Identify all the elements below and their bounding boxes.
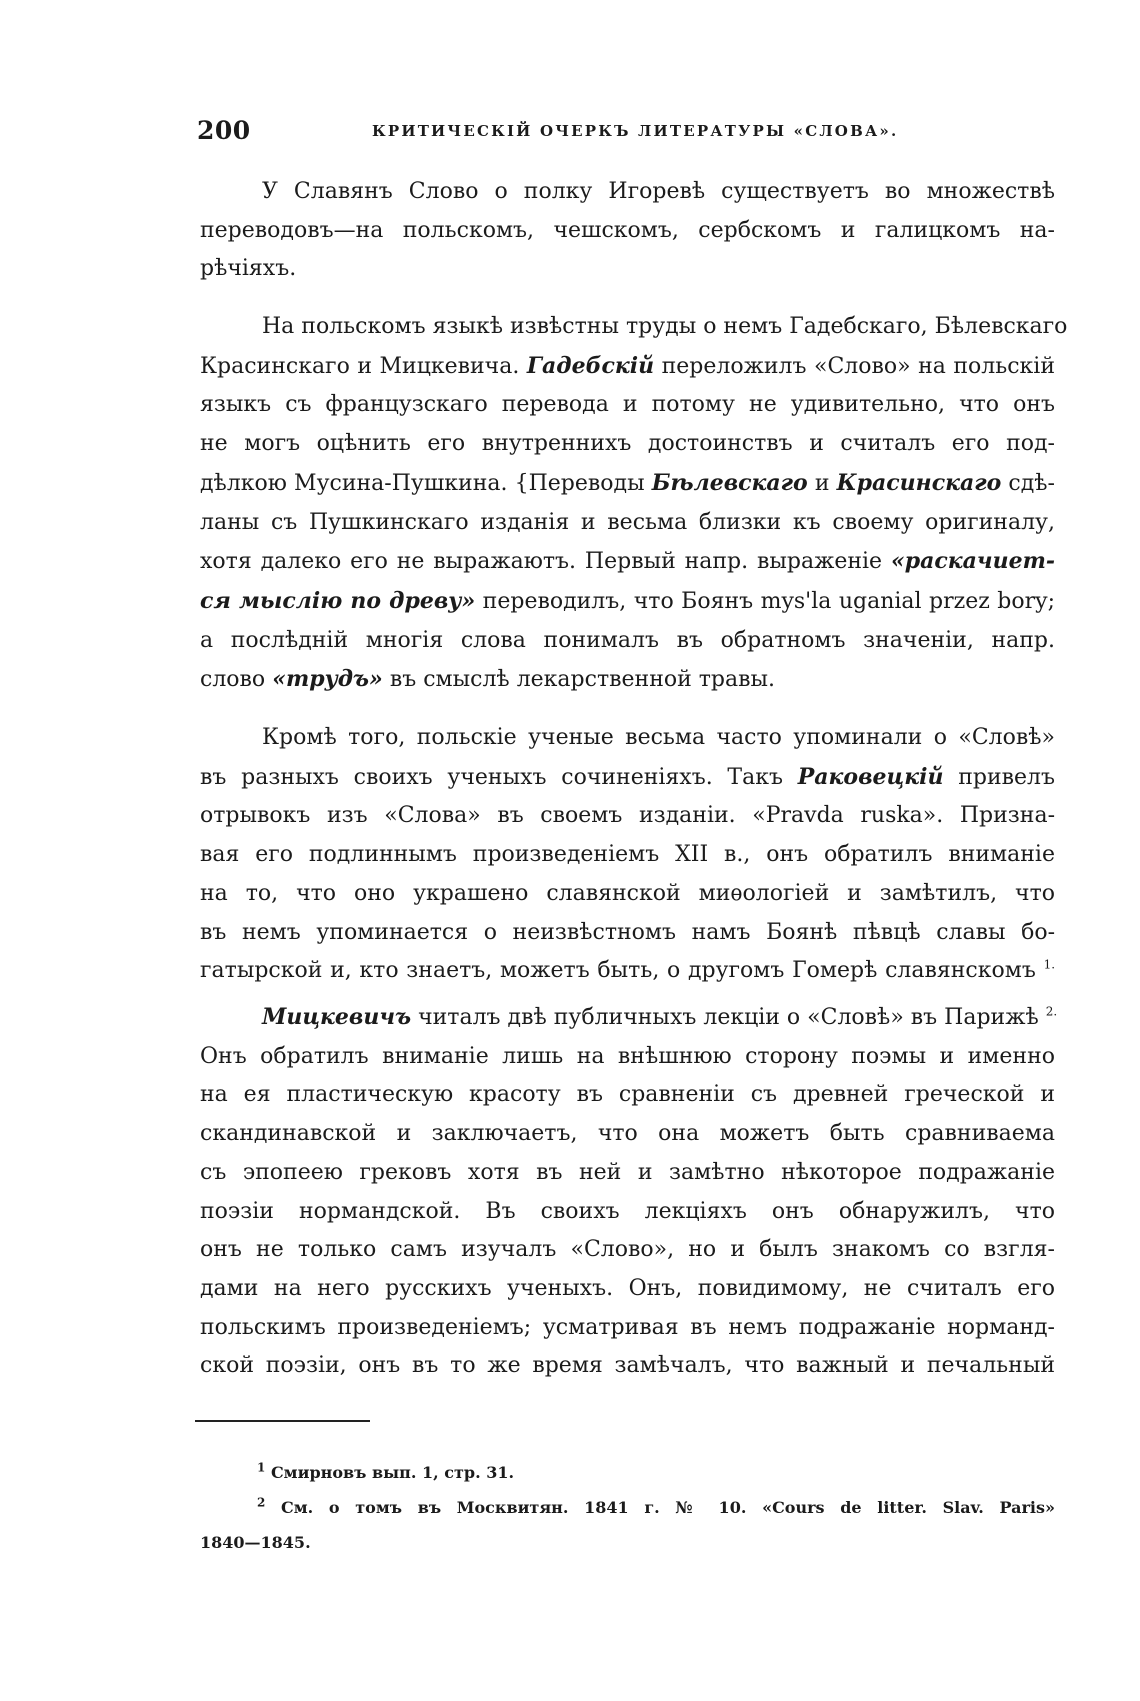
text-line: скандинавской и заключаетъ, что она можетъ быть сравниваема xyxy=(200,1121,1055,1147)
page-number: 200 xyxy=(197,116,251,145)
italic-name: Гадебскій xyxy=(526,352,655,379)
text-line: У Славянъ Слово о полку Игоревѣ существуетъ во множествѣ xyxy=(262,179,1055,204)
text-line xyxy=(200,582,1055,622)
italic-name: Красинскаго xyxy=(836,469,1002,496)
text-line xyxy=(200,660,1055,700)
footnote-1 xyxy=(200,1455,1055,1490)
paragraph-3 xyxy=(200,719,1055,991)
italic-name: Раковецкій xyxy=(797,763,944,790)
footnote-text: См. о томъ въ Москвитян. 1841 г. № 10. «Cours de litter. Slav. Paris» xyxy=(281,1498,1056,1517)
footnote-2-continuation: 1840—1845. xyxy=(200,1533,311,1552)
italic-quote: ся мыслію по древу» xyxy=(200,587,476,614)
footnote-number: 1 xyxy=(257,1460,266,1475)
text-segment: сдѣ- xyxy=(1008,470,1055,496)
text-line: поэзіи нормандской. Въ своихъ лекціяхъ онъ обнаружилъ, что xyxy=(200,1198,1055,1224)
text-line xyxy=(200,998,1058,1038)
footnote-marker-1: 1. xyxy=(1043,957,1056,972)
text-line: На польскомъ языкѣ извѣстны труды о немъ Гадебскаго, Бѣлевскаго xyxy=(262,314,1068,339)
text-line: Онъ обратилъ вниманіе лишь на внѣшнюю сторону поэмы и именно xyxy=(200,1043,1055,1069)
text-segment: въ разныхъ своихъ ученыхъ сочиненіяхъ. Такъ xyxy=(200,764,783,790)
text-line xyxy=(200,464,1055,504)
text-line: ланы съ Пушкинскаго изданія и весьма близки къ своему оригиналу, xyxy=(200,509,1055,535)
paragraph-2 xyxy=(200,308,1068,700)
text-segment: гатырской и, кто знаетъ, можетъ быть, о другомъ Гомерѣ славянскомъ xyxy=(200,958,1036,984)
footnote-text: Смирновъ вып. 1, стр. 31. xyxy=(270,1463,515,1482)
text-segment: Красинскаго и Мицкевича. xyxy=(200,353,520,379)
italic-name: Мицкевичъ xyxy=(262,1004,412,1030)
footnote-2 xyxy=(200,1490,1055,1525)
text-segment: читалъ двѣ публичныхъ лекціи о «Словѣ» въ Парижѣ xyxy=(418,1005,1039,1030)
running-title: КРИТИЧЕСКІЙ ОЧЕРКЪ ЛИТЕРАТУРЫ «СЛОВА». xyxy=(372,122,899,140)
text-segment: дѣлкою Мусина-Пушкина. {Переводы xyxy=(200,470,645,496)
text-segment: переводилъ, что Боянъ mys'la uganial przez bory; xyxy=(482,588,1055,614)
text-line: вая его подлиннымъ произведеніемъ XII в., онъ обратилъ вниманіе xyxy=(200,842,1055,868)
paragraph-1 xyxy=(200,173,1055,289)
text-segment: и xyxy=(814,470,830,496)
text-line: на ея пластическую красоту въ сравненіи съ древней греческой и xyxy=(200,1082,1055,1108)
text-line: а послѣдній многія слова понималъ въ обратномъ значеніи, напр. xyxy=(200,627,1055,653)
text-line: не могъ оцѣнить его внутреннихъ достоинствъ и считалъ его под- xyxy=(200,431,1055,457)
text-segment: хотя далеко его не выражаютъ. Первый напр. выраженіе xyxy=(200,549,883,575)
text-line: переводовъ—на польскомъ, чешскомъ, сербскомъ и галицкомъ на- xyxy=(200,217,1055,243)
text-line: языкъ съ французскаго перевода и потому не удивительно, что онъ xyxy=(200,392,1055,418)
text-line xyxy=(200,952,1055,991)
footnote-divider xyxy=(195,1420,370,1422)
paragraph-4 xyxy=(200,998,1058,1386)
text-line: польскимъ произведеніемъ; усматривая въ немъ подражаніе норманд- xyxy=(200,1314,1055,1340)
text-line xyxy=(200,542,1055,582)
text-line: ской поэзіи, онъ въ то же время замѣчалъ, что важный и печальный xyxy=(200,1353,1055,1379)
footnote-number: 2 xyxy=(257,1495,266,1510)
italic-quote: «трудъ» xyxy=(272,666,383,693)
footnote-marker-2: 2. xyxy=(1045,1004,1058,1019)
text-line xyxy=(200,347,1055,387)
text-line xyxy=(200,758,1055,798)
text-segment: привелъ xyxy=(958,764,1055,790)
italic-name: Бѣлевскаго xyxy=(651,469,808,496)
text-line: на то, что оно украшено славянской миѳологіей и замѣтилъ, что xyxy=(200,880,1055,906)
text-line: отрывокъ изъ «Слова» въ своемъ изданіи. «Pravda ruska». Призна- xyxy=(200,803,1055,829)
text-line: въ немъ упоминается о неизвѣстномъ намъ Боянѣ пѣвцѣ славы бо- xyxy=(200,919,1055,945)
text-line: онъ не только самъ изучалъ «Слово», но и былъ знакомъ со взгля- xyxy=(200,1237,1055,1263)
text-line: Кромѣ того, польскіе ученые весьма часто упоминали о «Словѣ» xyxy=(262,725,1055,750)
text-line: рѣчіяхъ. xyxy=(200,256,297,282)
text-line: дами на него русскихъ ученыхъ. Онъ, повидимому, не считалъ его xyxy=(200,1275,1055,1301)
text-line: съ эпопеею грековъ хотя въ ней и замѣтно нѣкоторое подражаніе xyxy=(200,1159,1055,1185)
footnotes xyxy=(200,1455,1055,1560)
text-segment: въ смыслѣ лекарственной травы. xyxy=(389,667,776,693)
text-segment: слово xyxy=(200,667,266,693)
text-segment: переложилъ «Слово» на польскій xyxy=(661,353,1056,379)
italic-quote: «раскачиет- xyxy=(890,548,1056,575)
